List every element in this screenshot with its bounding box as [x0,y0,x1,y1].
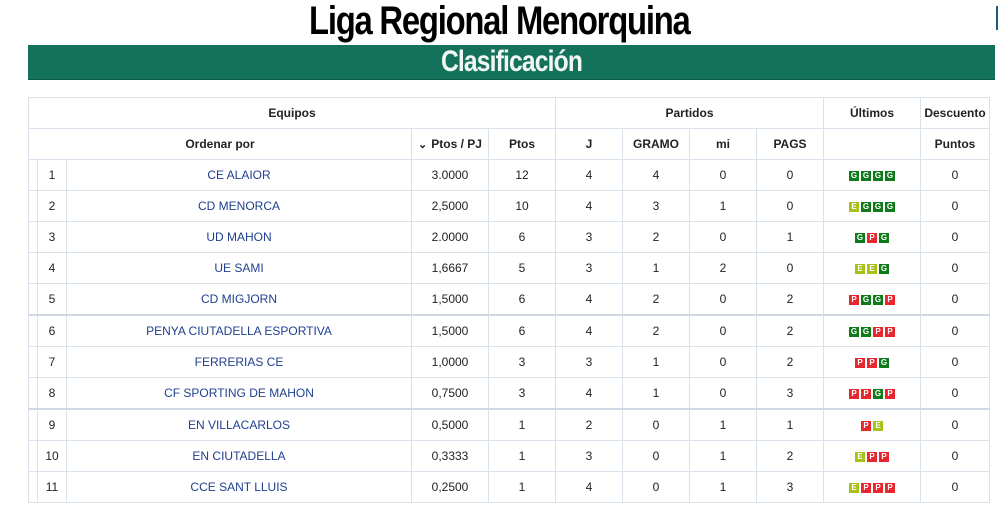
result-badge-loss: P [873,327,883,337]
result-badge-win: G [856,232,864,242]
won: 2 [623,222,690,253]
table-row [29,222,990,253]
lost: 2 [757,284,824,316]
lost: 0 [757,191,824,222]
result-badge-win: G [874,170,882,180]
result-badge-win: G [880,357,888,367]
discount-points: 0 [921,160,990,191]
lost: 3 [757,472,824,503]
page-title: Liga Regional Menorquina [309,0,690,43]
table-row [29,472,990,503]
team-link[interactable]: CD MENORCA [67,191,412,222]
table-row [29,378,990,410]
last-results [824,347,921,378]
result-badge-win: G [850,170,858,180]
last-results [824,253,921,284]
lost: 2 [757,315,824,347]
points: 1 [489,441,556,472]
result-badge-loss: P [861,483,871,493]
order-by-label: Ordenar por [29,129,412,160]
points: 3 [489,347,556,378]
result-badge-win: G [880,263,888,273]
position: 3 [38,222,67,253]
team-link[interactable]: CCE SANT LLUIS [67,472,412,503]
won: 1 [623,378,690,410]
position: 5 [38,284,67,316]
result-badge-draw: E [849,202,859,212]
row-edge [29,441,38,472]
lost: 2 [757,347,824,378]
edge-divider [996,6,998,30]
discount-points: 0 [921,441,990,472]
row-edge [29,409,38,441]
points: 6 [489,315,556,347]
result-badge-loss: P [855,358,865,368]
sub-header-row [29,129,990,160]
table-row [29,409,990,441]
result-badge-win: G [874,294,882,304]
row-edge [29,472,38,503]
won: 2 [623,315,690,347]
table-row [29,441,990,472]
drawn: 1 [690,191,757,222]
sort-points-header[interactable]: Ptos [489,129,556,160]
result-badge-draw: E [855,264,865,274]
drawn: 0 [690,315,757,347]
points-per-game: 3.0000 [412,160,489,191]
result-badge-loss: P [861,389,871,399]
won: 1 [623,253,690,284]
drawn: 0 [690,222,757,253]
result-badge-win: G [874,201,882,211]
discount-points: 0 [921,222,990,253]
team-link[interactable]: EN CIUTADELLA [67,441,412,472]
drawn: 0 [690,378,757,410]
played: 3 [556,441,623,472]
result-badge-loss: P [867,452,877,462]
position: 8 [38,378,67,410]
table-row [29,315,990,347]
points: 3 [489,378,556,410]
played-header[interactable]: J [556,129,623,160]
result-badge-win: G [862,294,870,304]
row-edge [29,315,38,347]
won: 3 [623,191,690,222]
ppg-label: Ptos / PJ [431,137,482,151]
points-per-game: 0,2500 [412,472,489,503]
played: 4 [556,472,623,503]
result-badge-win: G [886,201,894,211]
position: 9 [38,409,67,441]
result-badge-loss: P [849,389,859,399]
group-header-row [29,98,990,129]
played: 4 [556,160,623,191]
table-row [29,160,990,191]
played: 4 [556,315,623,347]
drawn: 0 [690,160,757,191]
played: 4 [556,378,623,410]
drawn: 0 [690,284,757,316]
points-per-game: 1,6667 [412,253,489,284]
position: 6 [38,315,67,347]
last-results [824,160,921,191]
drawn: 1 [690,441,757,472]
result-badge-loss: P [885,327,895,337]
table-row [29,191,990,222]
table-row [29,253,990,284]
team-link[interactable]: UD MAHON [67,222,412,253]
result-badge-loss: P [885,295,895,305]
drawn: 0 [690,347,757,378]
lost: 0 [757,160,824,191]
row-edge [29,191,38,222]
points: 12 [489,160,556,191]
lost: 1 [757,222,824,253]
result-badge-loss: P [867,233,877,243]
header-discount: Descuento [921,98,990,129]
won: 0 [623,472,690,503]
row-edge [29,222,38,253]
team-link[interactable]: CE ALAIOR [67,160,412,191]
drawn: 2 [690,253,757,284]
result-badge-win: G [880,232,888,242]
header-teams: Equipos [29,98,556,129]
header-matches: Partidos [556,98,824,129]
played: 3 [556,222,623,253]
points: 10 [489,191,556,222]
result-badge-loss: P [861,421,871,431]
result-badge-loss: P [867,358,877,368]
lost: 3 [757,378,824,410]
points: 6 [489,222,556,253]
table-row [29,284,990,316]
result-badge-draw: E [873,421,883,431]
team-link[interactable]: CD MIGJORN [67,284,412,316]
won: 0 [623,441,690,472]
row-edge [29,284,38,316]
discount-points: 0 [921,315,990,347]
points: 5 [489,253,556,284]
points: 6 [489,284,556,316]
row-edge [29,160,38,191]
last-results [824,378,921,410]
won: 4 [623,160,690,191]
points-per-game: 1,5000 [412,315,489,347]
won: 1 [623,347,690,378]
played: 3 [556,253,623,284]
position: 2 [38,191,67,222]
last-results [824,472,921,503]
last-results [824,222,921,253]
position: 4 [38,253,67,284]
discount-points-header: Puntos [921,129,990,160]
position: 11 [38,472,67,503]
result-badge-win: G [886,170,894,180]
points-per-game: 2.0000 [412,222,489,253]
last-results [824,315,921,347]
discount-points: 0 [921,409,990,441]
position: 1 [38,160,67,191]
last-results [824,191,921,222]
position: 10 [38,441,67,472]
result-badge-win: G [862,170,870,180]
result-badge-loss: P [885,483,895,493]
points-per-game: 1,0000 [412,347,489,378]
points-per-game: 0,5000 [412,409,489,441]
result-badge-loss: P [873,483,883,493]
team-link[interactable]: UE SAMI [67,253,412,284]
team-link[interactable]: PENYA CIUTADELLA ESPORTIVA [67,315,412,347]
points: 1 [489,472,556,503]
row-edge [29,378,38,410]
result-badge-win: G [874,388,882,398]
points-per-game: 1,5000 [412,284,489,316]
row-edge [29,253,38,284]
result-badge-win: G [850,326,858,336]
played: 4 [556,191,623,222]
position: 7 [38,347,67,378]
team-link[interactable]: CF SPORTING DE MAHON [67,378,412,410]
discount-points: 0 [921,472,990,503]
lost: 1 [757,409,824,441]
played: 4 [556,284,623,316]
table-row [29,347,990,378]
points-per-game: 0,3333 [412,441,489,472]
last-results-header [824,129,921,160]
chevron-down-icon: ⌄ [418,139,428,151]
lost: 0 [757,253,824,284]
discount-points: 0 [921,253,990,284]
last-results [824,284,921,316]
team-link[interactable]: FERRERIAS CE [67,347,412,378]
drawn-header[interactable]: mi [690,129,757,160]
discount-points: 0 [921,284,990,316]
result-badge-draw: E [867,264,877,274]
last-results [824,441,921,472]
row-edge [29,347,38,378]
result-badge-win: G [862,201,870,211]
drawn: 1 [690,472,757,503]
result-badge-loss: P [879,452,889,462]
discount-points: 0 [921,347,990,378]
result-badge-win: G [862,326,870,336]
team-link[interactable]: EN VILLACARLOS [67,409,412,441]
header-last: Últimos [824,98,921,129]
played: 2 [556,409,623,441]
discount-points: 0 [921,191,990,222]
result-badge-loss: P [885,389,895,399]
section-banner [28,45,995,80]
lost: 2 [757,441,824,472]
points: 1 [489,409,556,441]
result-badge-loss: P [849,295,859,305]
won: 2 [623,284,690,316]
result-badge-draw: E [855,452,865,462]
lost-header[interactable]: PAGS [757,129,824,160]
section-title: Clasificación [440,45,583,78]
won-header[interactable]: GRAMO [623,129,690,160]
won: 0 [623,409,690,441]
points-per-game: 0,7500 [412,378,489,410]
last-results [824,409,921,441]
result-badge-draw: E [849,483,859,493]
standings-table [28,97,990,503]
points-per-game: 2,5000 [412,191,489,222]
discount-points: 0 [921,378,990,410]
sort-ppg-header[interactable] [412,129,489,160]
played: 3 [556,347,623,378]
drawn: 1 [690,409,757,441]
